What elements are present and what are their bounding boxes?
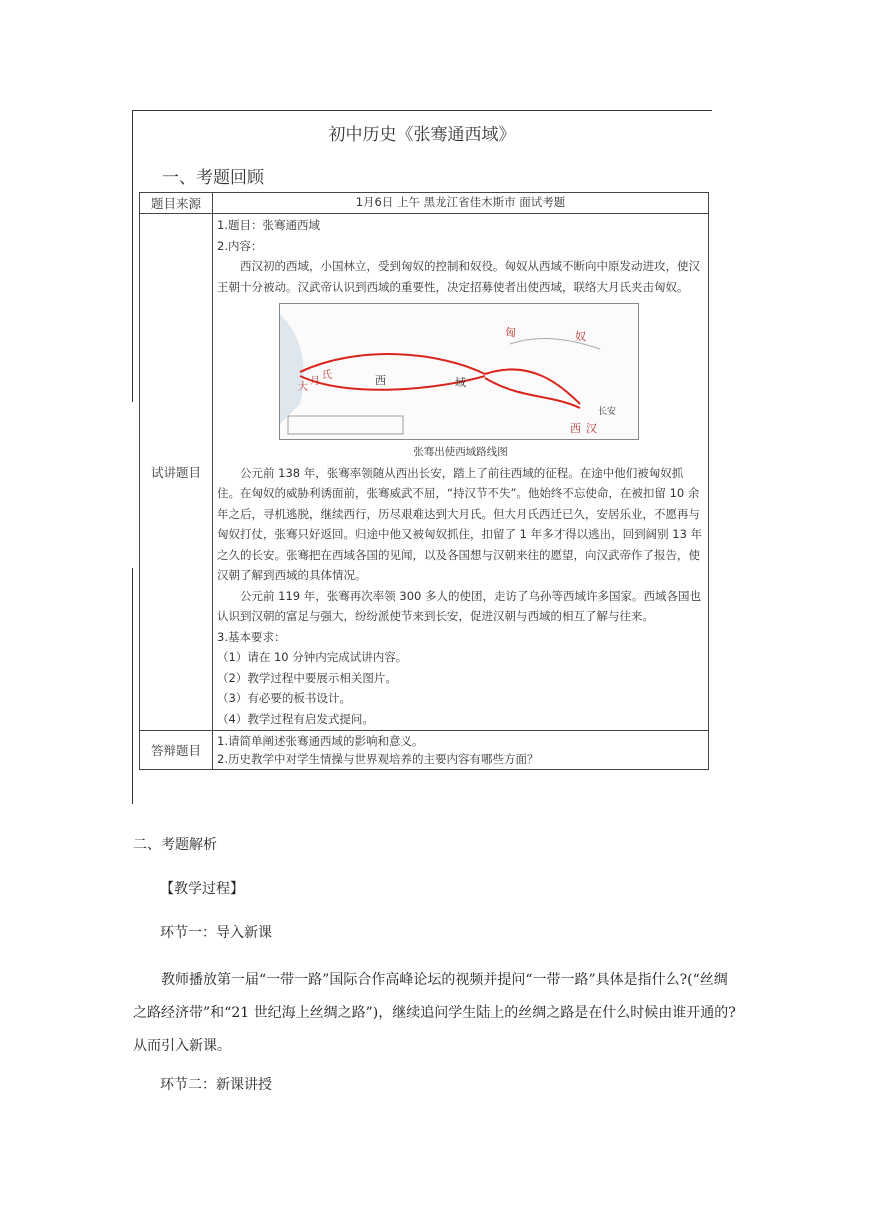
paragraph-2: 公元前 138 年，张骞率领随从西出长安，踏上了前往西域的征程。在途中他们被匈奴抓住。在匈奴的威胁利诱面前，张骞威武不屈，“持汉节不失”。他始终不忘使命，在被扣留 10 余年之后，寻机逃脱，继续西行，历尽艰难达到大月氏。但大月氏西迁已久，安居乐业，不愿再与匈奴打仗，张骞只好返回。归途中他又被匈奴抓住，扣留了 1 年多才得以逃出，回到阔别 13 年之久的长安。张骞把在西域各国的见闻，以及各国想与汉朝来往的愿望，向汉武帝作了报告，使汉朝了解到西域的具体情况。	[217, 465, 703, 582]
map-legend	[288, 416, 403, 434]
map-label-xiongnu: 匈	[505, 326, 516, 339]
paragraph-1: 西汉初的西域，小国林立，受到匈奴的控制和奴役。匈奴从西域不断向中原发动进攻，使汉王朝十分被动。汉武帝认识到西域的重要性，决定招募使者出使西域，联络大月氏夹击匈奴。	[217, 259, 700, 294]
map-label-dayuezhi: 大	[298, 382, 308, 393]
left-rule-lower	[132, 568, 133, 804]
left-rule	[132, 110, 133, 402]
step-2-heading: 环节二：新课讲授	[160, 1077, 272, 1093]
requirement-item: （3）有必要的板书设计。	[217, 691, 351, 705]
table-row	[140, 193, 709, 214]
answer-label: 答辩题目	[140, 731, 213, 770]
trial-content	[213, 214, 709, 731]
map-label-changan: 长安	[598, 407, 617, 417]
table-row	[140, 214, 709, 731]
requirement-item: （2）教学过程中要展示相关图片。	[217, 670, 397, 685]
map-label-xiyu: 西	[375, 374, 386, 387]
map-water	[280, 314, 304, 424]
answer-question: 1.请简单阐述张骞通西域的影响和意义。	[217, 734, 424, 748]
route-line	[485, 378, 580, 408]
document-title: 初中历史《张骞通西域》	[328, 125, 516, 145]
requirement-item: （4）教学过程有启发式提问。	[217, 711, 374, 726]
map-label-dayuezhi: 氏	[322, 370, 332, 381]
map-caption: 张骞出使西域路线图	[413, 446, 508, 458]
map-border	[510, 339, 600, 349]
source-label: 题目来源	[140, 193, 213, 214]
section-heading-review: 一、考题回顾	[162, 168, 264, 188]
source-value: 1月6日 上午 黑龙江省佳木斯市 面试考题	[213, 193, 709, 214]
teaching-process-heading: 【教学过程】	[160, 881, 244, 897]
map-label-dayuezhi: 月	[310, 376, 320, 387]
requirement-item: （1）请在 10 分钟内完成试讲内容。	[217, 650, 408, 664]
map-label-xihan: 汉	[586, 422, 597, 435]
route-map-svg	[280, 304, 638, 439]
map-label-xihan: 西	[570, 422, 581, 435]
route-map	[279, 303, 639, 440]
top-rule	[132, 110, 712, 111]
topic-line: 1.题目：张骞通西域	[217, 218, 320, 232]
step-1-heading: 环节一：导入新课	[160, 925, 272, 941]
map-label-xiyu: 域	[455, 376, 466, 389]
map-label-xiongnu: 奴	[575, 330, 586, 343]
requirements-label: 3.基本要求：	[217, 629, 286, 644]
paragraph-3: 公元前 119 年，张骞再次率领 300 多人的使团，走访了乌孙等西域许多国家。西域各国也认识到汉朝的富足与强大，纷纷派使节来到长安，促进汉朝与西域的相互了解与往来。	[217, 588, 702, 623]
table-row	[140, 731, 709, 770]
exam-table	[139, 192, 709, 770]
answer-question: 2.历史教学中对学生情操与世界观培养的主要内容有哪些方面？	[217, 752, 539, 766]
step-1-paragraph: 教师播放第一届“一带一路”国际合作高峰论坛的视频并提问“一带一路”具体是指什么?(“丝绸之路经济带”和“21 世纪海上丝绸之路”)，继续追问学生陆上的丝绸之路是在什么时候由谁开通的?从而引入新课。	[133, 972, 736, 1054]
exam-scan-image	[132, 110, 712, 804]
section-heading-analysis: 二、考题解析	[133, 837, 217, 853]
trial-label: 试讲题目	[140, 214, 213, 731]
content-label: 2.内容：	[217, 238, 263, 253]
answer-content	[213, 731, 709, 770]
route-line	[485, 369, 580, 404]
